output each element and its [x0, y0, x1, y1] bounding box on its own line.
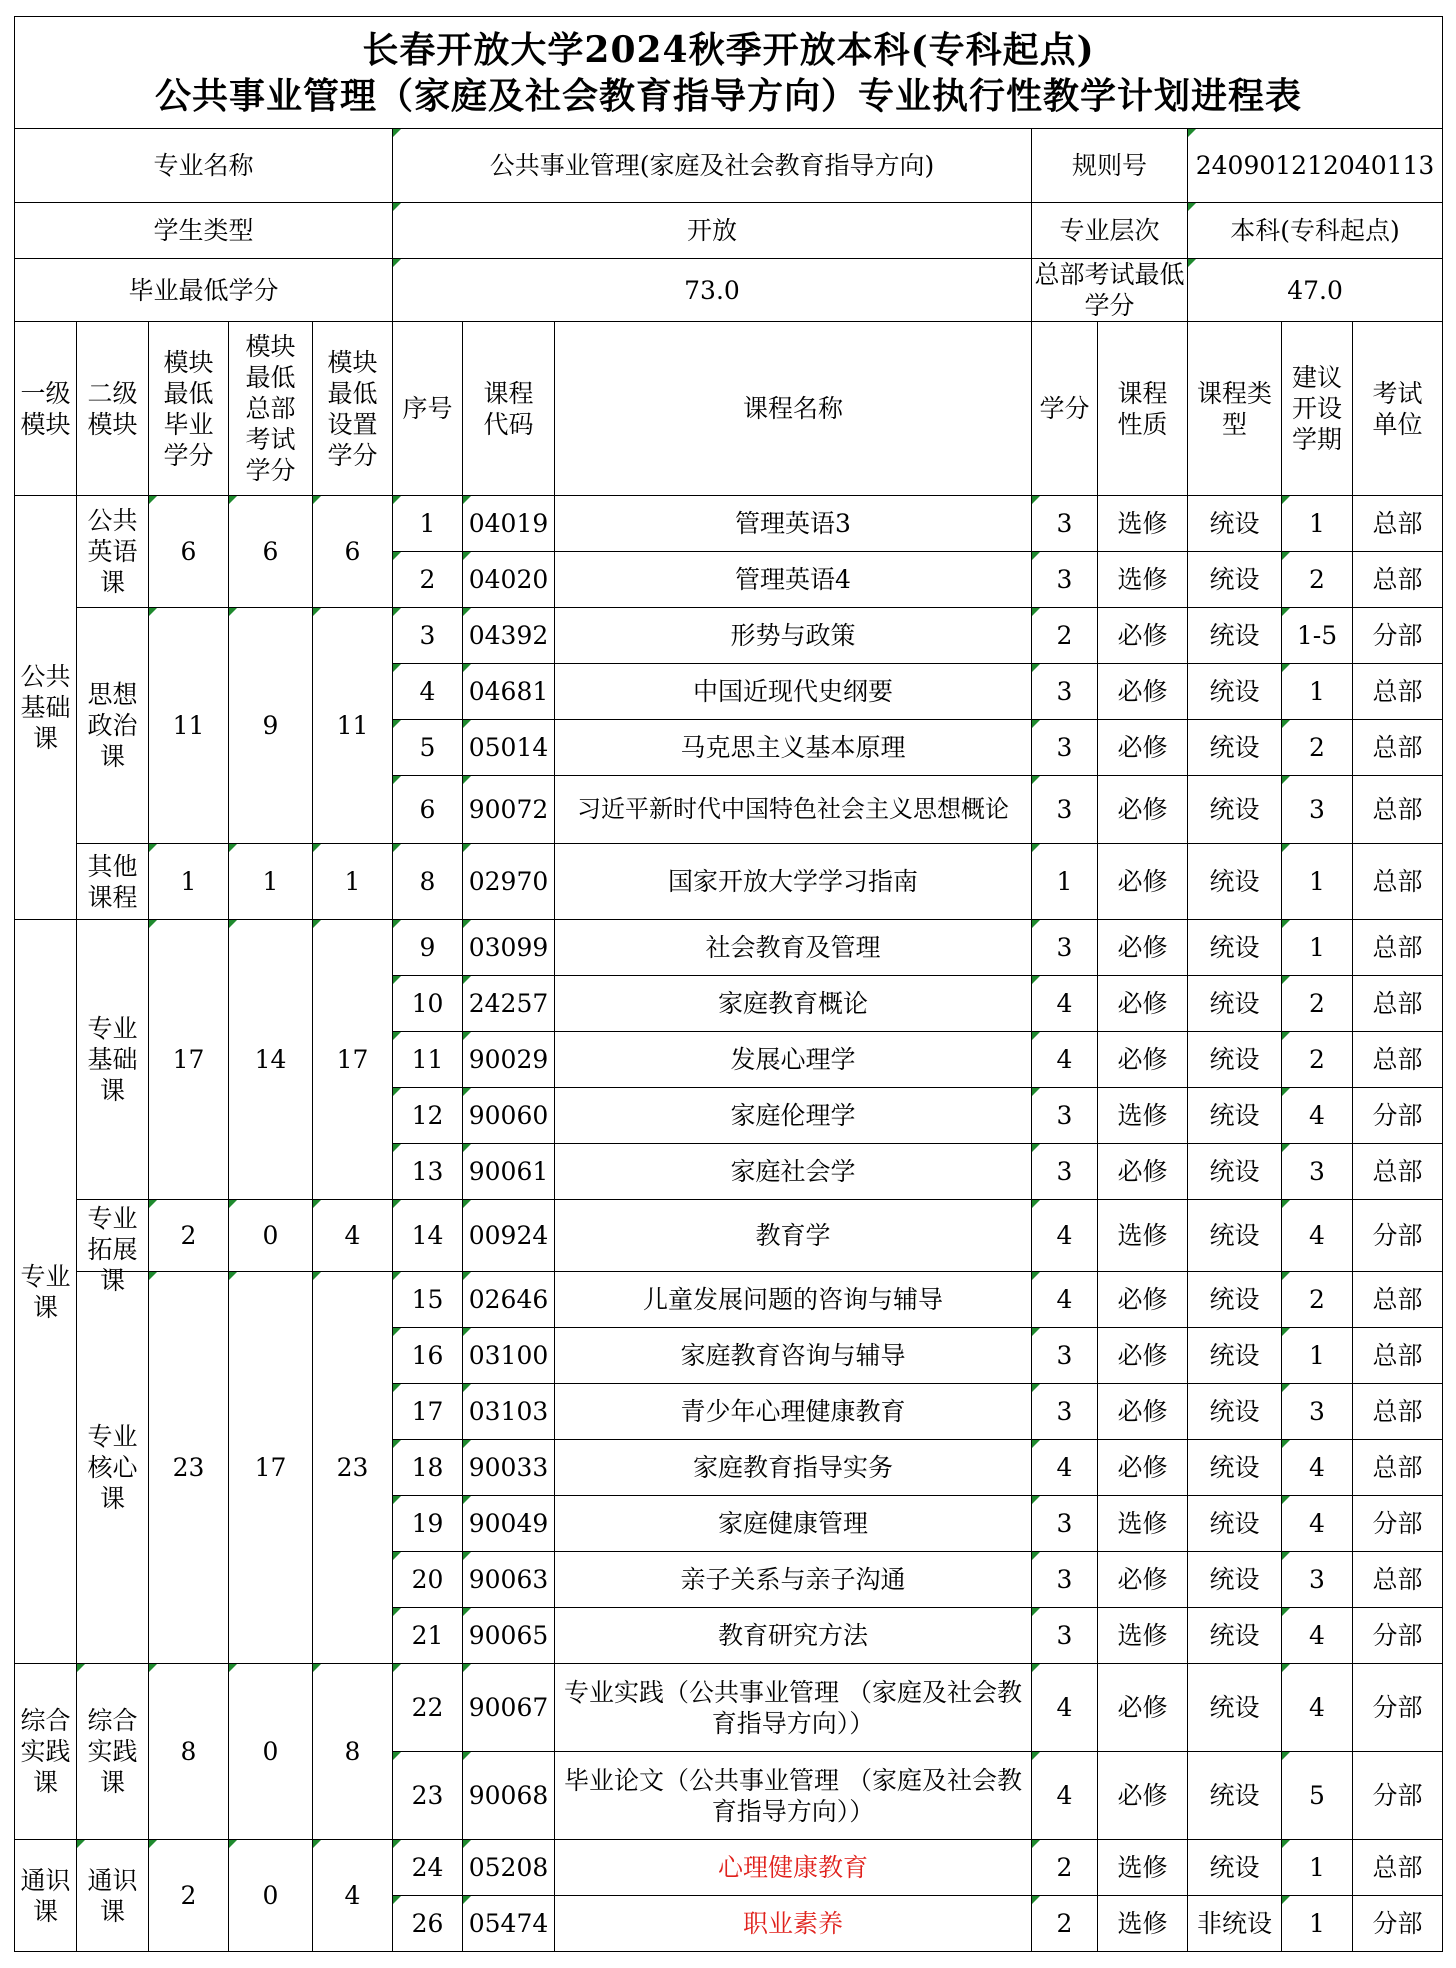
course-term: 1: [1282, 664, 1353, 720]
course-no: 21: [393, 1608, 463, 1664]
course-code: 02646: [463, 1272, 555, 1328]
course-nature: 选修: [1098, 552, 1188, 608]
course-no: 22: [393, 1664, 463, 1752]
course-nature: 必修: [1098, 1752, 1188, 1840]
header-row: [15, 322, 1443, 496]
title-line-2: 公共事业管理（家庭及社会教育指导方向）专业执行性教学计划进程表: [155, 74, 1303, 117]
course-term: 3: [1282, 1144, 1353, 1200]
course-code: 90067: [463, 1664, 555, 1752]
course-code: 00924: [463, 1200, 555, 1272]
header-term: 建议开设学期: [1282, 322, 1353, 496]
level2-major-core: 专业核心课: [77, 1272, 149, 1664]
table-row: [15, 1840, 1443, 1896]
course-code: 90072: [463, 776, 555, 844]
course-unit: 总部: [1353, 552, 1443, 608]
course-type: 统设: [1188, 552, 1282, 608]
table-row: [15, 1664, 1443, 1752]
set-credits: 11: [313, 608, 393, 844]
course-code: 03103: [463, 1384, 555, 1440]
course-term: 2: [1282, 552, 1353, 608]
hq-credits: 0: [229, 1664, 313, 1840]
course-unit: 总部: [1353, 664, 1443, 720]
course-name: 习近平新时代中国特色社会主义思想概论: [555, 776, 1032, 844]
grad-credits: 8: [149, 1664, 229, 1840]
course-code: 05474: [463, 1896, 555, 1952]
course-credit: 3: [1032, 496, 1098, 552]
course-term: 1: [1282, 1896, 1353, 1952]
course-name: 家庭社会学: [555, 1144, 1032, 1200]
teaching-plan-table: [14, 16, 1443, 1952]
table-row: [15, 844, 1443, 920]
course-unit: 总部: [1353, 496, 1443, 552]
header-grad-credits: 模块最低毕业学分: [149, 322, 229, 496]
course-unit: 总部: [1353, 720, 1443, 776]
course-type: 统设: [1188, 776, 1282, 844]
course-no: 10: [393, 976, 463, 1032]
course-no: 2: [393, 552, 463, 608]
course-nature: 必修: [1098, 976, 1188, 1032]
course-nature: 选修: [1098, 1608, 1188, 1664]
min-hq-credits-label: 总部考试最低学分: [1032, 259, 1188, 322]
course-credit: 4: [1032, 1272, 1098, 1328]
course-type: 统设: [1188, 1552, 1282, 1608]
course-name: 马克思主义基本原理: [555, 720, 1032, 776]
level2-general: 通识课: [77, 1840, 149, 1952]
course-credit: 2: [1032, 608, 1098, 664]
course-no: 17: [393, 1384, 463, 1440]
course-no: 12: [393, 1088, 463, 1144]
course-credit: 3: [1032, 776, 1098, 844]
course-credit: 4: [1032, 1752, 1098, 1840]
course-no: 4: [393, 664, 463, 720]
header-type: 课程类型: [1188, 322, 1282, 496]
course-type: 统设: [1188, 844, 1282, 920]
course-credit: 2: [1032, 1840, 1098, 1896]
course-code: 04019: [463, 496, 555, 552]
course-nature: 选修: [1098, 1088, 1188, 1144]
header-level2: 二级模块: [77, 322, 149, 496]
course-nature: 必修: [1098, 1440, 1188, 1496]
course-term: 3: [1282, 1384, 1353, 1440]
course-term: 3: [1282, 1552, 1353, 1608]
course-no: 19: [393, 1496, 463, 1552]
course-no: 20: [393, 1552, 463, 1608]
set-credits: 6: [313, 496, 393, 608]
hq-credits: 0: [229, 1200, 313, 1272]
course-credit: 3: [1032, 1328, 1098, 1384]
course-type: 统设: [1188, 920, 1282, 976]
level1-practice: 综合实践课: [15, 1664, 77, 1840]
title-line-1: 长春开放大学2024秋季开放本科(专科起点): [362, 28, 1095, 71]
course-type: 统设: [1188, 1440, 1282, 1496]
course-term: 4: [1282, 1200, 1353, 1272]
grad-credits: 17: [149, 920, 229, 1200]
course-no: 5: [393, 720, 463, 776]
table-row: [15, 1272, 1443, 1328]
course-nature: 必修: [1098, 1328, 1188, 1384]
course-nature: 必修: [1098, 844, 1188, 920]
course-type: 统设: [1188, 1840, 1282, 1896]
level2-english: 公共英语课: [77, 496, 149, 608]
course-type: 统设: [1188, 1384, 1282, 1440]
course-term: 2: [1282, 976, 1353, 1032]
course-term: 1: [1282, 1328, 1353, 1384]
course-code: 90060: [463, 1088, 555, 1144]
level-label: 专业层次: [1032, 203, 1188, 259]
course-name: 亲子关系与亲子沟通: [555, 1552, 1032, 1608]
course-unit: 总部: [1353, 776, 1443, 844]
major-label: 专业名称: [15, 129, 393, 203]
course-code: 90068: [463, 1752, 555, 1840]
course-unit: 分部: [1353, 1088, 1443, 1144]
course-credit: 4: [1032, 1032, 1098, 1088]
course-no: 16: [393, 1328, 463, 1384]
course-type: 统设: [1188, 1752, 1282, 1840]
table-row: [15, 496, 1443, 552]
course-code: 90029: [463, 1032, 555, 1088]
header-nature: 课程性质: [1098, 322, 1188, 496]
course-credit: 3: [1032, 1608, 1098, 1664]
course-unit: 分部: [1353, 1664, 1443, 1752]
info-row-major: [15, 129, 1443, 203]
course-no: 8: [393, 844, 463, 920]
hq-credits: 9: [229, 608, 313, 844]
course-no: 23: [393, 1752, 463, 1840]
course-type: 非统设: [1188, 1896, 1282, 1952]
course-credit: 2: [1032, 1896, 1098, 1952]
course-no: 14: [393, 1200, 463, 1272]
header-unit: 考试单位: [1353, 322, 1443, 496]
course-name: 专业实践（公共事业管理 （家庭及社会教育指导方向））: [555, 1664, 1032, 1752]
info-row-credits: [15, 259, 1443, 322]
course-credit: 3: [1032, 720, 1098, 776]
course-no: 1: [393, 496, 463, 552]
course-code: 90065: [463, 1608, 555, 1664]
course-code: 90033: [463, 1440, 555, 1496]
course-name: 青少年心理健康教育: [555, 1384, 1032, 1440]
level2-politics: 思想政治课: [77, 608, 149, 844]
course-code: 02970: [463, 844, 555, 920]
course-term: 4: [1282, 1496, 1353, 1552]
course-type: 统设: [1188, 1200, 1282, 1272]
course-no: 15: [393, 1272, 463, 1328]
course-nature: 必修: [1098, 1664, 1188, 1752]
set-credits: 4: [313, 1840, 393, 1952]
course-no: 26: [393, 1896, 463, 1952]
course-credit: 3: [1032, 920, 1098, 976]
course-no: 11: [393, 1032, 463, 1088]
course-no: 9: [393, 920, 463, 976]
table-row: [15, 1200, 1443, 1272]
course-term: 1: [1282, 496, 1353, 552]
course-nature: 选修: [1098, 1200, 1188, 1272]
course-name: 家庭教育咨询与辅导: [555, 1328, 1032, 1384]
course-credit: 3: [1032, 1496, 1098, 1552]
course-term: 1: [1282, 1840, 1353, 1896]
course-term: 4: [1282, 1664, 1353, 1752]
course-name: 家庭教育概论: [555, 976, 1032, 1032]
grad-credits: 6: [149, 496, 229, 608]
course-nature: 选修: [1098, 1496, 1188, 1552]
course-name: 家庭教育指导实务: [555, 1440, 1032, 1496]
course-name: 国家开放大学学习指南: [555, 844, 1032, 920]
course-code: 90063: [463, 1552, 555, 1608]
course-code: 03100: [463, 1328, 555, 1384]
header-credit: 学分: [1032, 322, 1098, 496]
course-code: 03099: [463, 920, 555, 976]
course-code: 04020: [463, 552, 555, 608]
title-row: [15, 17, 1443, 129]
plan-sheet: [14, 16, 1442, 1952]
course-nature: 必修: [1098, 664, 1188, 720]
course-code: 24257: [463, 976, 555, 1032]
course-name: 发展心理学: [555, 1032, 1032, 1088]
course-unit: 总部: [1353, 1272, 1443, 1328]
course-nature: 必修: [1098, 720, 1188, 776]
course-type: 统设: [1188, 720, 1282, 776]
course-unit: 总部: [1353, 1328, 1443, 1384]
course-unit: 总部: [1353, 1440, 1443, 1496]
course-nature: 选修: [1098, 1896, 1188, 1952]
course-term: 2: [1282, 1032, 1353, 1088]
course-code: 05208: [463, 1840, 555, 1896]
course-term: 2: [1282, 1272, 1353, 1328]
grad-credits: 11: [149, 608, 229, 844]
set-credits: 23: [313, 1272, 393, 1664]
course-unit: 分部: [1353, 1608, 1443, 1664]
set-credits: 1: [313, 844, 393, 920]
course-credit: 1: [1032, 844, 1098, 920]
course-credit: 4: [1032, 1664, 1098, 1752]
course-code: 04681: [463, 664, 555, 720]
course-code: 04392: [463, 608, 555, 664]
course-type: 统设: [1188, 1496, 1282, 1552]
set-credits: 8: [313, 1664, 393, 1840]
course-nature: 必修: [1098, 1552, 1188, 1608]
course-term: 4: [1282, 1608, 1353, 1664]
grad-credits: 23: [149, 1272, 229, 1664]
hq-credits: 17: [229, 1272, 313, 1664]
course-nature: 必修: [1098, 608, 1188, 664]
course-credit: 3: [1032, 1144, 1098, 1200]
course-name: 心理健康教育: [555, 1840, 1032, 1896]
course-unit: 分部: [1353, 1200, 1443, 1272]
course-type: 统设: [1188, 1328, 1282, 1384]
course-credit: 4: [1032, 1200, 1098, 1272]
table-row: [15, 608, 1443, 664]
course-nature: 必修: [1098, 1032, 1188, 1088]
course-nature: 选修: [1098, 1840, 1188, 1896]
table-row: [15, 920, 1443, 976]
course-term: 1: [1282, 920, 1353, 976]
course-nature: 选修: [1098, 496, 1188, 552]
course-unit: 分部: [1353, 1752, 1443, 1840]
course-name: 家庭健康管理: [555, 1496, 1032, 1552]
course-term: 1-5: [1282, 608, 1353, 664]
set-credits: 17: [313, 920, 393, 1200]
course-name: 职业素养: [555, 1896, 1032, 1952]
course-term: 4: [1282, 1088, 1353, 1144]
course-credit: 3: [1032, 1384, 1098, 1440]
level-value: 本科(专科起点): [1188, 203, 1443, 259]
grad-credits: 2: [149, 1200, 229, 1272]
header-name: 课程名称: [555, 322, 1032, 496]
level2-major-extension: 专业拓展课: [77, 1200, 149, 1272]
min-grad-credits-value: 73.0: [393, 259, 1032, 322]
level2-major-basic: 专业基础课: [77, 920, 149, 1200]
course-unit: 总部: [1353, 976, 1443, 1032]
rule-label: 规则号: [1032, 129, 1188, 203]
course-name: 教育学: [555, 1200, 1032, 1272]
course-type: 统设: [1188, 976, 1282, 1032]
course-nature: 必修: [1098, 920, 1188, 976]
course-unit: 总部: [1353, 1552, 1443, 1608]
grad-credits: 1: [149, 844, 229, 920]
header-hq-credits: 模块最低总部考试学分: [229, 322, 313, 496]
course-unit: 分部: [1353, 608, 1443, 664]
grad-credits: 2: [149, 1840, 229, 1952]
header-set-credits: 模块最低设置学分: [313, 322, 393, 496]
course-unit: 总部: [1353, 1840, 1443, 1896]
course-name: 儿童发展问题的咨询与辅导: [555, 1272, 1032, 1328]
course-name: 管理英语4: [555, 552, 1032, 608]
level2-practice: 综合实践课: [77, 1664, 149, 1840]
course-no: 18: [393, 1440, 463, 1496]
course-no: 3: [393, 608, 463, 664]
course-type: 统设: [1188, 608, 1282, 664]
course-nature: 必修: [1098, 1272, 1188, 1328]
course-unit: 分部: [1353, 1896, 1443, 1952]
course-term: 5: [1282, 1752, 1353, 1840]
info-row-type: [15, 203, 1443, 259]
course-type: 统设: [1188, 1088, 1282, 1144]
course-unit: 分部: [1353, 1496, 1443, 1552]
course-term: 2: [1282, 720, 1353, 776]
course-name: 管理英语3: [555, 496, 1032, 552]
course-unit: 总部: [1353, 1032, 1443, 1088]
course-code: 90049: [463, 1496, 555, 1552]
course-no: 24: [393, 1840, 463, 1896]
course-credit: 3: [1032, 552, 1098, 608]
course-no: 13: [393, 1144, 463, 1200]
course-term: 4: [1282, 1440, 1353, 1496]
student-type-label: 学生类型: [15, 203, 393, 259]
course-nature: 必修: [1098, 1384, 1188, 1440]
course-name: 毕业论文（公共事业管理 （家庭及社会教育指导方向））: [555, 1752, 1032, 1840]
header-level1: 一级模块: [15, 322, 77, 496]
min-grad-credits-label: 毕业最低学分: [15, 259, 393, 322]
level1-public-basic: 公共基础课: [15, 496, 77, 920]
header-code: 课程代码: [463, 322, 555, 496]
course-name: 社会教育及管理: [555, 920, 1032, 976]
level1-major: 专业课: [15, 920, 77, 1664]
course-type: 统设: [1188, 496, 1282, 552]
course-code: 05014: [463, 720, 555, 776]
course-nature: 必修: [1098, 1144, 1188, 1200]
course-nature: 必修: [1098, 776, 1188, 844]
course-unit: 总部: [1353, 920, 1443, 976]
hq-credits: 0: [229, 1840, 313, 1952]
course-name: 形势与政策: [555, 608, 1032, 664]
page-title: [15, 17, 1443, 129]
level2-other: 其他课程: [77, 844, 149, 920]
rule-value: 240901212040113: [1188, 129, 1443, 203]
course-credit: 4: [1032, 1440, 1098, 1496]
level1-general: 通识课: [15, 1840, 77, 1952]
course-credit: 4: [1032, 976, 1098, 1032]
course-type: 统设: [1188, 1144, 1282, 1200]
course-credit: 3: [1032, 664, 1098, 720]
course-no: 6: [393, 776, 463, 844]
course-credit: 3: [1032, 1552, 1098, 1608]
course-term: 3: [1282, 776, 1353, 844]
course-name: 中国近现代史纲要: [555, 664, 1032, 720]
set-credits: 4: [313, 1200, 393, 1272]
major-value: 公共事业管理(家庭及社会教育指导方向): [393, 129, 1032, 203]
course-type: 统设: [1188, 1032, 1282, 1088]
course-unit: 总部: [1353, 1144, 1443, 1200]
student-type-value: 开放: [393, 203, 1032, 259]
course-name: 家庭伦理学: [555, 1088, 1032, 1144]
min-hq-credits-value: 47.0: [1188, 259, 1443, 322]
course-unit: 总部: [1353, 1384, 1443, 1440]
course-type: 统设: [1188, 1608, 1282, 1664]
hq-credits: 14: [229, 920, 313, 1200]
header-no: 序号: [393, 322, 463, 496]
course-type: 统设: [1188, 1664, 1282, 1752]
course-term: 1: [1282, 844, 1353, 920]
course-unit: 总部: [1353, 844, 1443, 920]
hq-credits: 6: [229, 496, 313, 608]
course-type: 统设: [1188, 664, 1282, 720]
course-type: 统设: [1188, 1272, 1282, 1328]
course-code: 90061: [463, 1144, 555, 1200]
course-name: 教育研究方法: [555, 1608, 1032, 1664]
course-credit: 3: [1032, 1088, 1098, 1144]
hq-credits: 1: [229, 844, 313, 920]
